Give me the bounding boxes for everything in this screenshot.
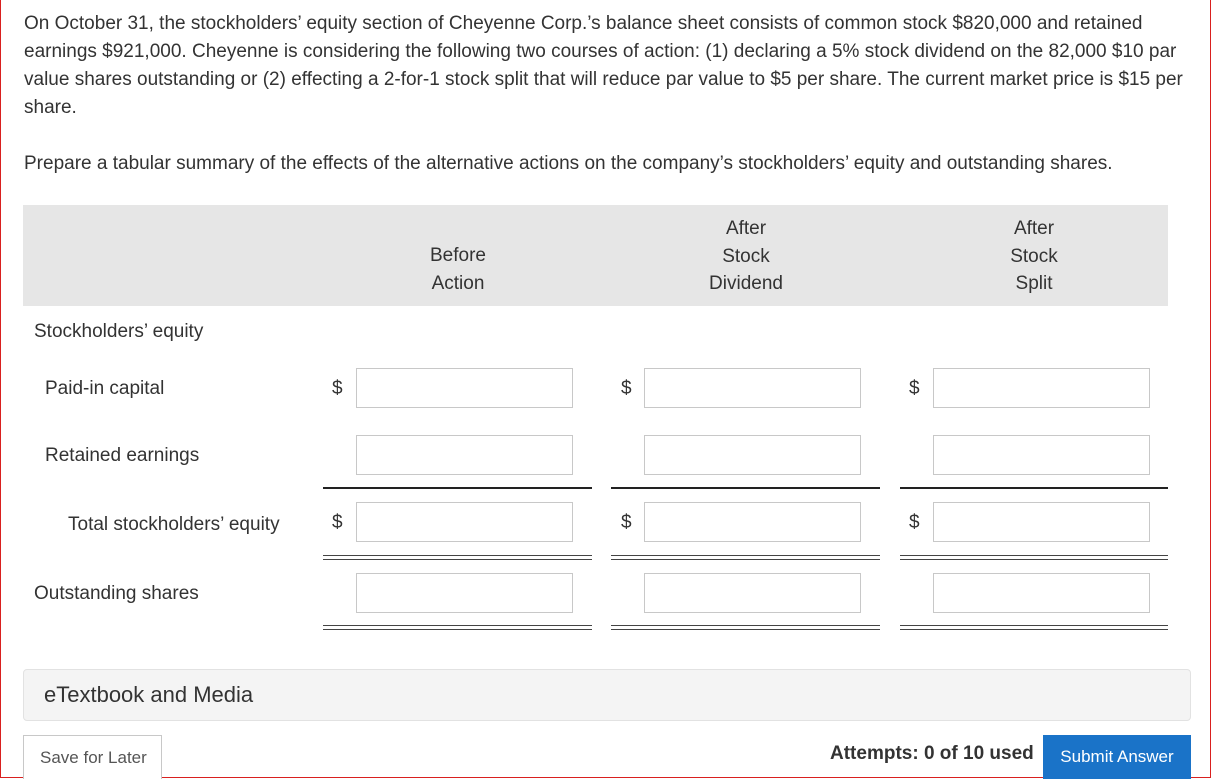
retained-earnings-dividend-input[interactable] [644,435,861,475]
total-double-underline [611,555,880,560]
problem-paragraph: On October 31, the stockholders’ equity section of Cheyenne Corp.’s balance sheet consists of common stock $820,000 and retained earnings $921,000. Cheyenne is considering the following two courses of action: (1) declaring a 5% stock dividend on the 82,000 $10 par value shares outstanding or (2) effecting a 2-for-1 stock split that will reduce par value to $5 per share. The current market price is $15 per share. [24,13,1183,118]
save-for-later-button[interactable]: Save for Later [23,735,162,779]
total-double-underline [900,555,1168,560]
row-label-total-stockholders-equity: Total stockholders’ equity [68,514,280,535]
row-label-outstanding-shares: Outstanding shares [34,583,199,604]
section-label-stockholders-equity: Stockholders’ equity [34,321,204,342]
shares-double-underline [611,625,880,630]
retained-earnings-split-input[interactable] [933,435,1150,475]
column-header-after-stock-split: After Stock Split [1010,218,1058,294]
dollar-sign: $ [909,512,920,533]
etextbook-media-label: eTextbook and Media [44,682,254,707]
paid-in-capital-before-input[interactable] [356,368,573,408]
subtotal-line [900,487,1168,489]
shares-double-underline [323,625,592,630]
dollar-sign: $ [909,378,920,399]
column-header-after-stock-dividend: After Stock Dividend [709,218,783,294]
dollar-sign: $ [621,378,632,399]
outstanding-shares-dividend-input[interactable] [644,573,861,613]
attempts-counter: Attempts: 0 of 10 used [830,743,1034,764]
etextbook-media-panel[interactable] [23,669,1191,721]
shares-double-underline [900,625,1168,630]
subtotal-line [611,487,880,489]
dollar-sign: $ [332,512,343,533]
total-double-underline [323,555,592,560]
dollar-sign: $ [621,512,632,533]
total-equity-dividend-input[interactable] [644,502,861,542]
dollar-sign: $ [332,378,343,399]
table-header [23,205,1168,306]
outstanding-shares-before-input[interactable] [356,573,573,613]
subtotal-line [323,487,592,489]
total-equity-before-input[interactable] [356,502,573,542]
total-equity-split-input[interactable] [933,502,1150,542]
paid-in-capital-split-input[interactable] [933,368,1150,408]
row-label-retained-earnings: Retained earnings [45,445,200,466]
retained-earnings-before-input[interactable] [356,435,573,475]
outstanding-shares-split-input[interactable] [933,573,1150,613]
column-header-before-action: Before Action [430,245,486,294]
problem-instruction: Prepare a tabular summary of the effects of the alternative actions on the company’s stockholders’ equity and outstanding shares. [24,153,1113,174]
row-label-paid-in-capital: Paid-in capital [45,378,165,399]
paid-in-capital-dividend-input[interactable] [644,368,861,408]
submit-answer-button[interactable]: Submit Answer [1043,735,1191,779]
